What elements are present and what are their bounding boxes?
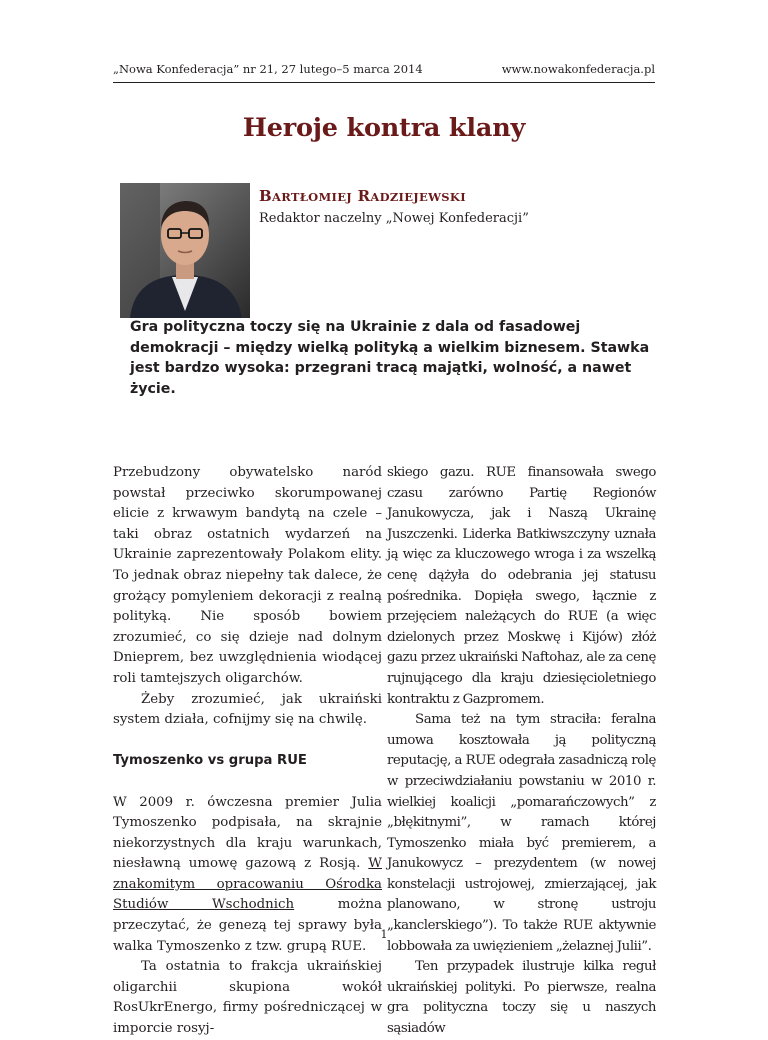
article-title: Heroje kontra klany — [242, 113, 526, 143]
right-column — [387, 463, 656, 1040]
paragraph: Przebudzony obywatelsko naród powstał przeciwko skorumpowanej elicie z krwawym bandytą na czele – taki obraz ostatnich wydarzeń na Ukrainie zaprezentowały Polakom elity. To jednak obraz niepełny tak dalece, że grożący pomyleniem dekoracji z realną polityką. Nie sposób bowiem zrozumieć, co się dzieje nad dolnym Dnieprem, bez uwzględnienia wiodącej roli tamtejszych oligarchów. — [113, 465, 382, 686]
paragraph: Ta ostatnia to frakcja ukraińskiej oligarchii skupiona wokół RosUkrEnergo, firmy pośredniczącej w imporcie rosyj- — [113, 959, 382, 1037]
paragraph: skiego gazu. RUE finansowała swego czasu zarówno Partię Regionów Janukowycza, jak i Naszą Ukrainę Juszczenki. Liderka Batkiwszczyny uznała ją więc za kluczowego wroga i za wszelką cenę dążyła do odebrania jej statusu pośrednika. Dopięła swego, łącznie z przejęciem należących do RUE (a więc dzielonych przez Moskwę i Kijów) złóż gazu przez ukraiński Naftohaz, ale za cenę rujnującego dla kraju dziesięcioletniego kontraktu z Gazpromem. — [387, 465, 656, 707]
author-photo — [120, 183, 250, 318]
author-role: Redaktor naczelny „Nowej Konfederacji” — [259, 211, 529, 226]
paragraph: Żeby zrozumieć, jak ukraiński system działa, cofnijmy się na chwilę. — [113, 691, 382, 728]
header-issue-info: „Nowa Konfederacja” nr 21, 27 lutego–5 marca 2014 — [113, 62, 423, 76]
osw-report-link[interactable]: W znakomitym opracowaniu Ośrodka Studiów Wschodnich — [113, 856, 382, 913]
author-last-initial: R — [357, 187, 371, 205]
header-website-link[interactable]: www.nowakonfederacja.pl — [501, 62, 655, 76]
header-divider — [113, 82, 655, 83]
page-number: 1 — [380, 928, 388, 941]
author-name — [259, 187, 466, 205]
left-column — [113, 463, 382, 1040]
paragraph-text: można przeczytać, że genezą tej sprawy była walka Tymoszenko z tzw. grupą RUE. — [113, 897, 382, 954]
paragraph: Ten przypadek ilustruje kilka reguł ukraińskiej polityki. Po pierwsze, realna gra polityczna toczy się u naszych sąsiadów — [387, 959, 656, 1037]
paragraph-text: W 2009 r. ówczesna premier Julia Tymoszenko podpisała, na skrajnie niekorzystnych dla kraju warunkach, niesławną umowę gazową z Rosją. — [113, 794, 382, 872]
section-heading: Tymoszenko vs grupa RUE — [113, 753, 307, 769]
paragraph: Sama też na tym straciła: feralna umowa kosztowała ją polityczną reputację, a RUE odegrała zasadniczą rolę w przeciwdziałaniu powstaniu w 2010 r. wielkiej koalicji „pomarańczowych” z „błękitnymi”, w ramach której Tymoszenko miała być premierem, a Janukowycz – prezydentem (w nowej konstelacji ustrojowej, zmierzającej, jak planowano, w stronę ustroju „kanclerskiego”). To także RUE aktywnie lobbowała za uwięzieniem „żelaznej Julii”. — [387, 712, 656, 954]
author-first-rest: ARTŁOMIEJ — [271, 190, 353, 204]
author-first-initial: B — [259, 187, 272, 205]
article-lead: Gra polityczna toczy się na Ukrainie z dala od fasadowej demokracji – między wielką polityką a wielkim biznesem. Stawka jest bardzo wysoka: przegrani tracą majątki, wolność, a nawet życie. — [130, 319, 650, 397]
author-last-rest: ADZIEJEWSKI — [370, 190, 466, 204]
